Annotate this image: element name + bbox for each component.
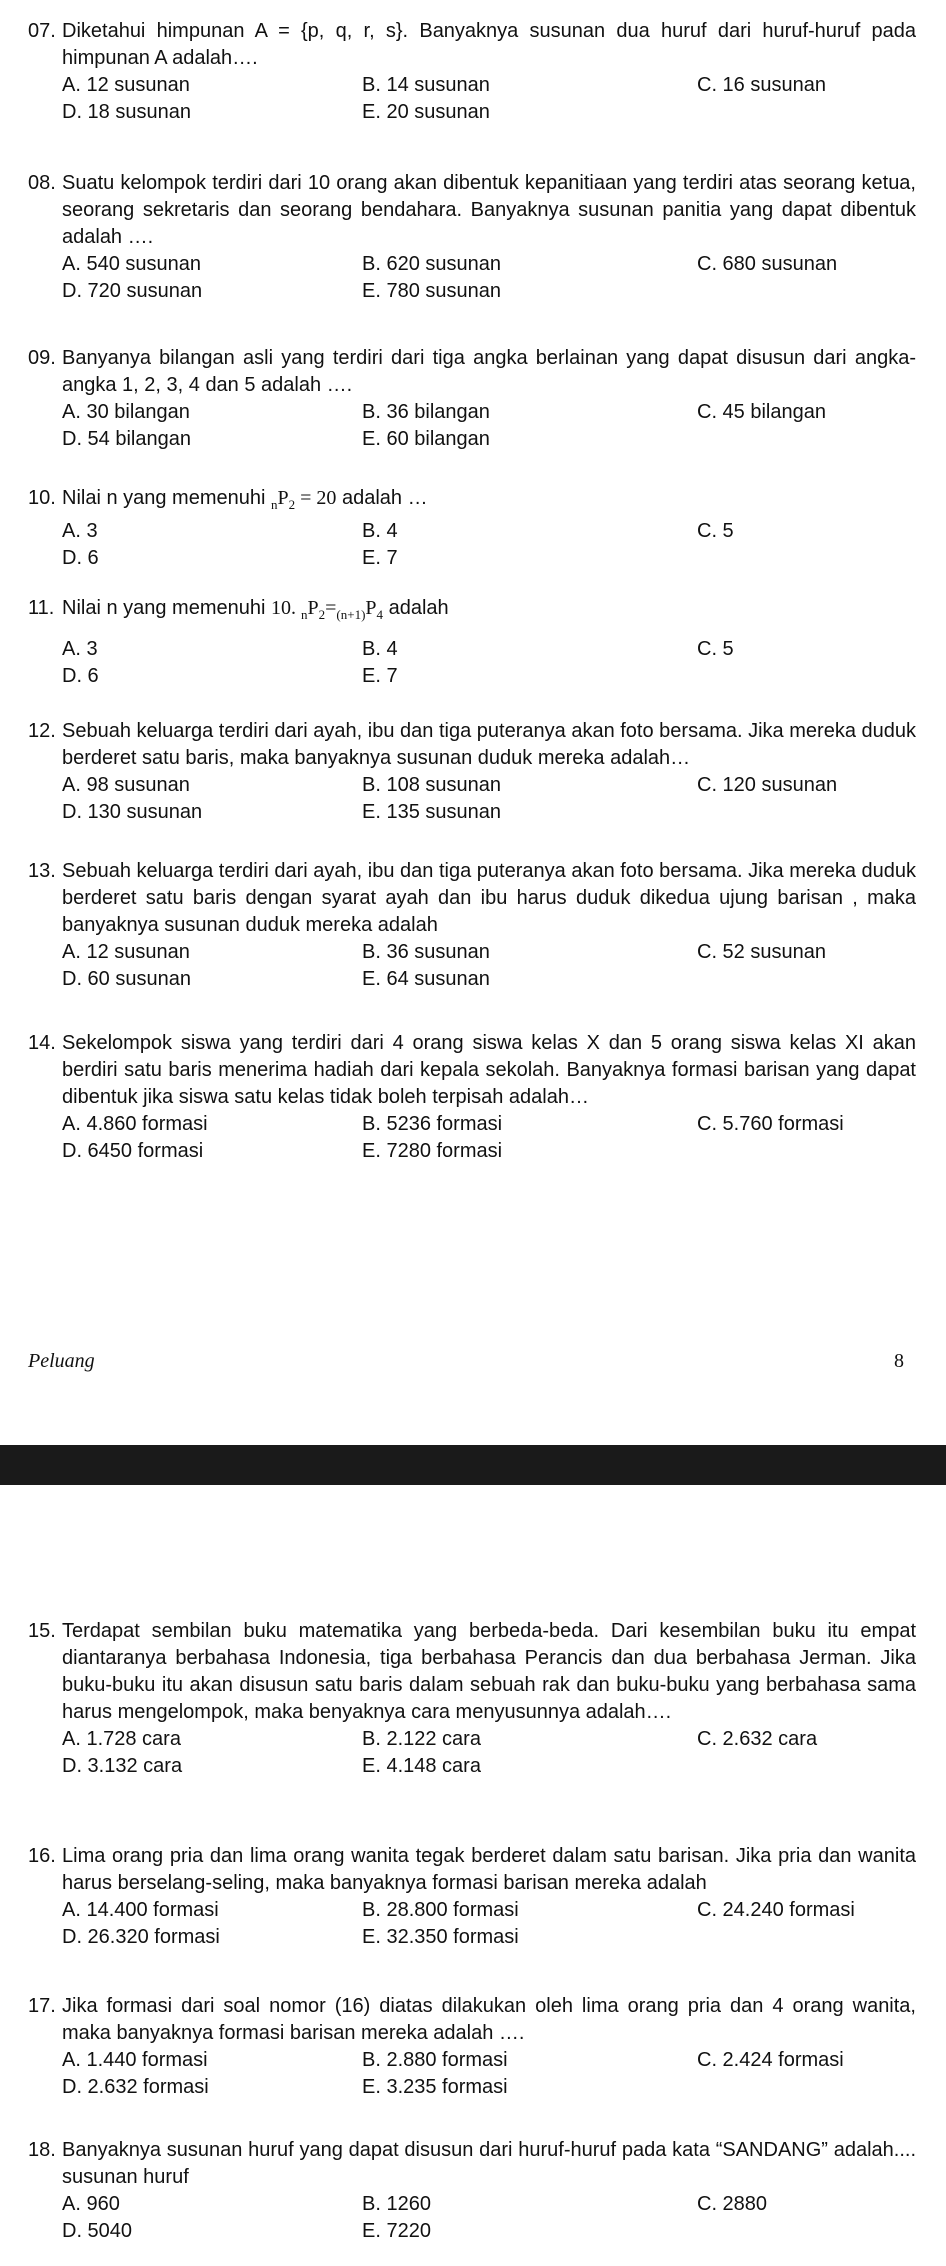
question-14 (28, 1030, 916, 1165)
permutation-equation: 10. $_nP_2=_{(n+1)}P_4$ (271, 597, 384, 622)
page-separator (0, 1445, 946, 1485)
option-e: E. 4.148 cara (362, 1755, 481, 1777)
question-text: Banyanya bilangan asli yang terdiri dari tiga angka berlainan yang dapat disusun dari angka-angka 1, 2, 3, 4 dan 5 adalah …. (62, 347, 916, 396)
option-e: E. 3.235 formasi (362, 2076, 508, 2098)
option-e: E. 60 bilangan (362, 428, 490, 450)
option-e: E. 7 (362, 665, 398, 687)
option-a: A. 1.728 cara (62, 1728, 181, 1750)
option-d: D. 130 susunan (62, 801, 203, 823)
question-08 (28, 170, 916, 305)
options (62, 2047, 916, 2101)
options (62, 399, 916, 453)
option-d: D. 6450 formasi (62, 1140, 204, 1162)
option-a: A. 98 susunan (62, 774, 190, 796)
option-a: A. 12 susunan (62, 941, 190, 963)
question-07 (28, 18, 916, 126)
option-e: E. 20 susunan (362, 101, 490, 123)
question-number: 15. (28, 1620, 56, 1642)
option-d: D. 720 susunan (62, 280, 203, 302)
option-d: D. 5040 (62, 2220, 133, 2242)
question-18 (28, 2137, 916, 2245)
question-15 (28, 1618, 916, 1780)
option-c: C. 5.760 formasi (697, 1113, 844, 1135)
options (62, 772, 916, 826)
option-b: B. 620 susunan (362, 253, 501, 275)
question-text: Terdapat sembilan buku matematika yang berbeda-beda. Dari kesembilan buku itu empat diantaranya berbahasa Indonesia, tiga berbahasa Perancis dan dua berbahasa Jerman. Jika buku-buku itu akan disusun satu baris dalam sebuah rak dan buku-buku yang berbahasa sama harus mengelompok, maka benyaknya cara menyusunnya adalah…. (62, 1620, 916, 1723)
options (62, 636, 916, 690)
options (62, 939, 916, 993)
option-c: C. 120 susunan (697, 774, 838, 796)
option-a: A. 1.440 formasi (62, 2049, 208, 2071)
option-a: A. 4.860 formasi (62, 1113, 208, 1135)
option-c: C. 5 (697, 638, 734, 660)
option-e: E. 780 susunan (362, 280, 501, 302)
option-c: C. 52 susunan (697, 941, 826, 963)
option-c: C. 2.424 formasi (697, 2049, 844, 2071)
question-number: 08. (28, 172, 56, 194)
question-10 (28, 485, 916, 572)
question-16 (28, 1843, 916, 1951)
option-c: C. 45 bilangan (697, 401, 826, 423)
option-e: E. 64 susunan (362, 968, 490, 990)
option-b: B. 4 (362, 520, 398, 542)
options (62, 1726, 916, 1780)
question-number: 16. (28, 1845, 56, 1867)
option-c: C. 680 susunan (697, 253, 838, 275)
question-text: Suatu kelompok terdiri dari 10 orang akan dibentuk kepanitiaan yang terdiri atas seorang ketua, seorang sekretaris dan seorang bendahara. Banyaknya susunan panitia yang dapat dibentuk adalah …. (62, 172, 916, 248)
footer-page-number: 8 (894, 1350, 904, 1372)
question-number: 17. (28, 1995, 56, 2017)
options (62, 1111, 916, 1165)
question-number: 18. (28, 2139, 56, 2161)
option-c: C. 24.240 formasi (697, 1899, 855, 1921)
question-11 (28, 595, 916, 690)
permutation-expression: $_nP_2 = 20$ (271, 487, 337, 512)
options (62, 251, 916, 305)
question-number: 12. (28, 720, 56, 742)
option-b: B. 28.800 formasi (362, 1899, 519, 1921)
option-d: D. 60 susunan (62, 968, 191, 990)
option-e: E. 7220 (362, 2220, 431, 2242)
question-17 (28, 1993, 916, 2101)
option-c: C. 2.632 cara (697, 1728, 818, 1750)
option-e: E. 32.350 formasi (362, 1926, 519, 1948)
option-a: A. 12 susunan (62, 74, 190, 96)
option-d: D. 6 (62, 665, 99, 687)
question-13 (28, 858, 916, 993)
question-text: Lima orang pria dan lima orang wanita tegak berderet dalam satu barisan. Jika pria dan wanita harus berselang-seling, maka banyaknya formasi barisan mereka adalah (62, 1845, 916, 1894)
option-e: E. 135 susunan (362, 801, 501, 823)
option-a: A. 960 (62, 2193, 120, 2215)
option-d: D. 2.632 formasi (62, 2076, 209, 2098)
option-b: B. 4 (362, 638, 398, 660)
option-c: C. 16 susunan (697, 74, 826, 96)
option-b: B. 5236 formasi (362, 1113, 503, 1135)
question-number: 11. (28, 597, 55, 619)
option-b: B. 36 susunan (362, 941, 490, 963)
question-number: 09. (28, 347, 56, 369)
question-number: 14. (28, 1032, 56, 1054)
option-d: D. 54 bilangan (62, 428, 191, 450)
options (62, 518, 916, 572)
option-d: D. 3.132 cara (62, 1755, 183, 1777)
option-a: A. 3 (62, 638, 98, 660)
option-e: E. 7280 formasi (362, 1140, 503, 1162)
option-b: B. 2.880 formasi (362, 2049, 508, 2071)
question-number: 07. (28, 20, 56, 42)
question-text: Banyaknya susunan huruf yang dapat disusun dari huruf-huruf pada kata “SANDANG” adalah.... susunan huruf (62, 2139, 916, 2188)
question-number: 13. (28, 860, 56, 882)
question-text: Nilai n yang memenuhi 10. $_nP_2=_{(n+1)}P_4$ adalah (62, 597, 449, 622)
question-text: Sebuah keluarga terdiri dari ayah, ibu dan tiga puteranya akan foto bersama. Jika mereka duduk berderet satu baris dengan syarat ayah dan ibu harus duduk dikedua ujung barisan , maka banyaknya susunan duduk mereka adalah (62, 860, 916, 936)
option-b: B. 108 susunan (362, 774, 501, 796)
option-c: C. 5 (697, 520, 734, 542)
question-text: Sebuah keluarga terdiri dari ayah, ibu dan tiga puteranya akan foto bersama. Jika mereka duduk berderet satu baris, maka banyaknya susunan duduk mereka adalah… (62, 720, 916, 769)
option-d: D. 18 susunan (62, 101, 191, 123)
question-text: Jika formasi dari soal nomor (16) diatas dilakukan oleh lima orang pria dan 4 orang wanita, maka banyaknya formasi barisan mereka adalah …. (62, 1995, 916, 2044)
question-12 (28, 718, 916, 826)
option-a: A. 3 (62, 520, 98, 542)
option-a: A. 30 bilangan (62, 401, 190, 423)
option-a: A. 540 susunan (62, 253, 201, 275)
options (62, 2191, 916, 2245)
option-a: A. 14.400 formasi (62, 1899, 219, 1921)
option-d: D. 6 (62, 547, 99, 569)
option-b: B. 36 bilangan (362, 401, 490, 423)
option-d: D. 26.320 formasi (62, 1926, 220, 1948)
options (62, 1897, 916, 1951)
question-text: Diketahui himpunan A = {p, q, r, s}. Banyaknya susunan dua huruf dari huruf-huruf pada himpunan A adalah…. (62, 20, 916, 69)
option-e: E. 7 (362, 547, 398, 569)
footer-chapter-title: Peluang (28, 1350, 95, 1372)
option-c: C. 2880 (697, 2193, 768, 2215)
option-b: B. 14 susunan (362, 74, 490, 96)
question-text: Sekelompok siswa yang terdiri dari 4 orang siswa kelas X dan 5 orang siswa kelas XI akan berdiri satu baris menerima hadiah dari kepala sekolah. Banyaknya formasi barisan yang dapat dibentuk jika siswa satu kelas tidak boleh terpisah adalah… (62, 1032, 916, 1108)
question-number: 10. (28, 487, 56, 509)
question-text: Nilai n yang memenuhi $_nP_2 = 20$ adalah … (62, 487, 428, 512)
option-b: B. 1260 (362, 2193, 431, 2215)
options (62, 72, 916, 126)
option-b: B. 2.122 cara (362, 1728, 481, 1750)
question-09 (28, 345, 916, 453)
page-2 (0, 1485, 946, 2266)
